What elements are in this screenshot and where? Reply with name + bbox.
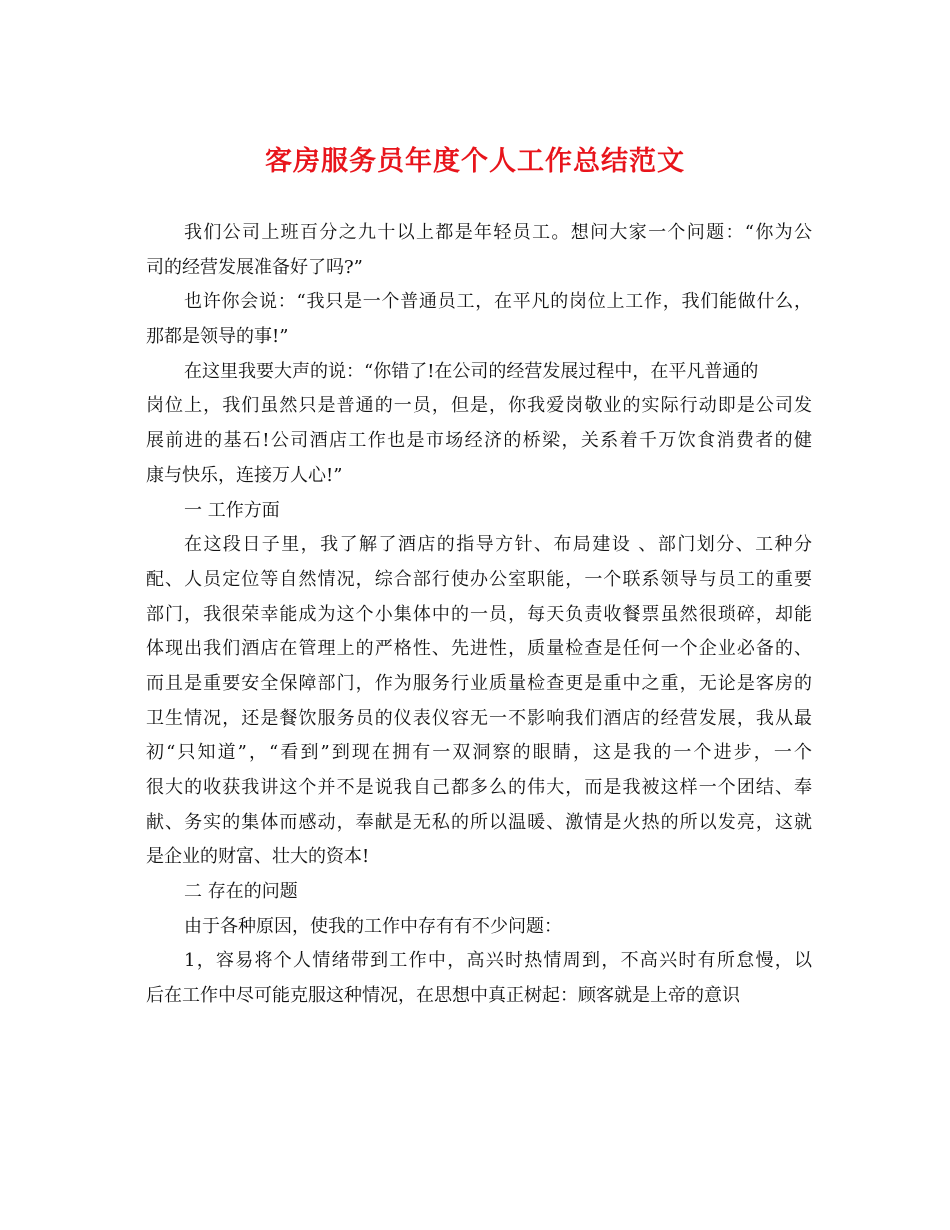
page-title: 客房服务员年度个人工作总结范文 <box>265 146 685 177</box>
text-line: 体现出我们酒店在管理上的严格性、先进性，质量检查是任何一个企业必备的、 <box>146 638 812 660</box>
text-line: 展前进的基石!公司酒店工作也是市场经济的桥梁，关系着千万饮食消费者的健 <box>146 430 812 452</box>
text-line: 卫生情况，还是餐饮服务员的仪表仪容无一不影响我们酒店的经营发展，我从最 <box>146 707 812 729</box>
text-line: 部门，我很荣幸能成为这个小集体中的一员，每天负责收餐票虽然很琐碎，却能 <box>146 603 812 625</box>
text-line: 配、人员定位等自然情况，综合部行使办公室职能，一个联系领导与员工的重要 <box>146 568 812 590</box>
text-line: 在这里我要大声的说：“你错了!在公司的经营发展过程中，在平凡普通的 <box>184 360 759 382</box>
text-line: 二 存在的问题 <box>184 881 298 903</box>
text-line: 很大的收获我讲这个并不是说我自己都多么的伟大，而是我被这样一个团结、奉 <box>146 777 812 798</box>
text-line: 在这段日子里，我了解了酒店的指导方针、布局建设 、部门划分、工种分 <box>184 534 812 556</box>
text-line: 1，容易将个人情绪带到工作中，高兴时热情周到，不高兴时有所怠慢，以 <box>184 950 812 972</box>
text-line: 初“只知道”，“看到”到现在拥有一双洞察的眼睛，这是我的一个进步，一个 <box>146 742 812 764</box>
text-line: 也许你会说：“我只是一个普通员工，在平凡的岗位上工作，我们能做什么， <box>184 291 812 313</box>
text-line: 一 工作方面 <box>184 499 280 521</box>
text-line: 后在工作中尽可能克服这种情况，在思想中真正树起：顾客就是上帝的意识 <box>146 985 740 1007</box>
text-line: 而且是重要安全保障部门，作为服务行业质量检查更是重中之重，无论是客房的 <box>146 672 812 694</box>
text-line: 献、务实的集体而感动，奉献是无私的所以温暖、激情是火热的所以发亮，这就 <box>146 811 812 833</box>
text-line: 是企业的财富、壮大的资本! <box>146 846 370 868</box>
text-line: 司的经营发展准备好了吗?” <box>146 256 363 278</box>
text-line: 我们公司上班百分之九十以上都是年轻员工。想问大家一个问题：“你为公 <box>184 222 812 243</box>
text-line: 那都是领导的事!” <box>146 326 289 348</box>
text-line: 康与快乐，连接万人心!” <box>146 464 343 486</box>
document-body <box>146 216 812 1014</box>
text-line: 由于各种原因，使我的工作中存有有不少问题： <box>184 915 562 937</box>
text-line: 岗位上，我们虽然只是普通的一员，但是，你我爱岗敬业的实际行动即是公司发 <box>146 395 812 417</box>
